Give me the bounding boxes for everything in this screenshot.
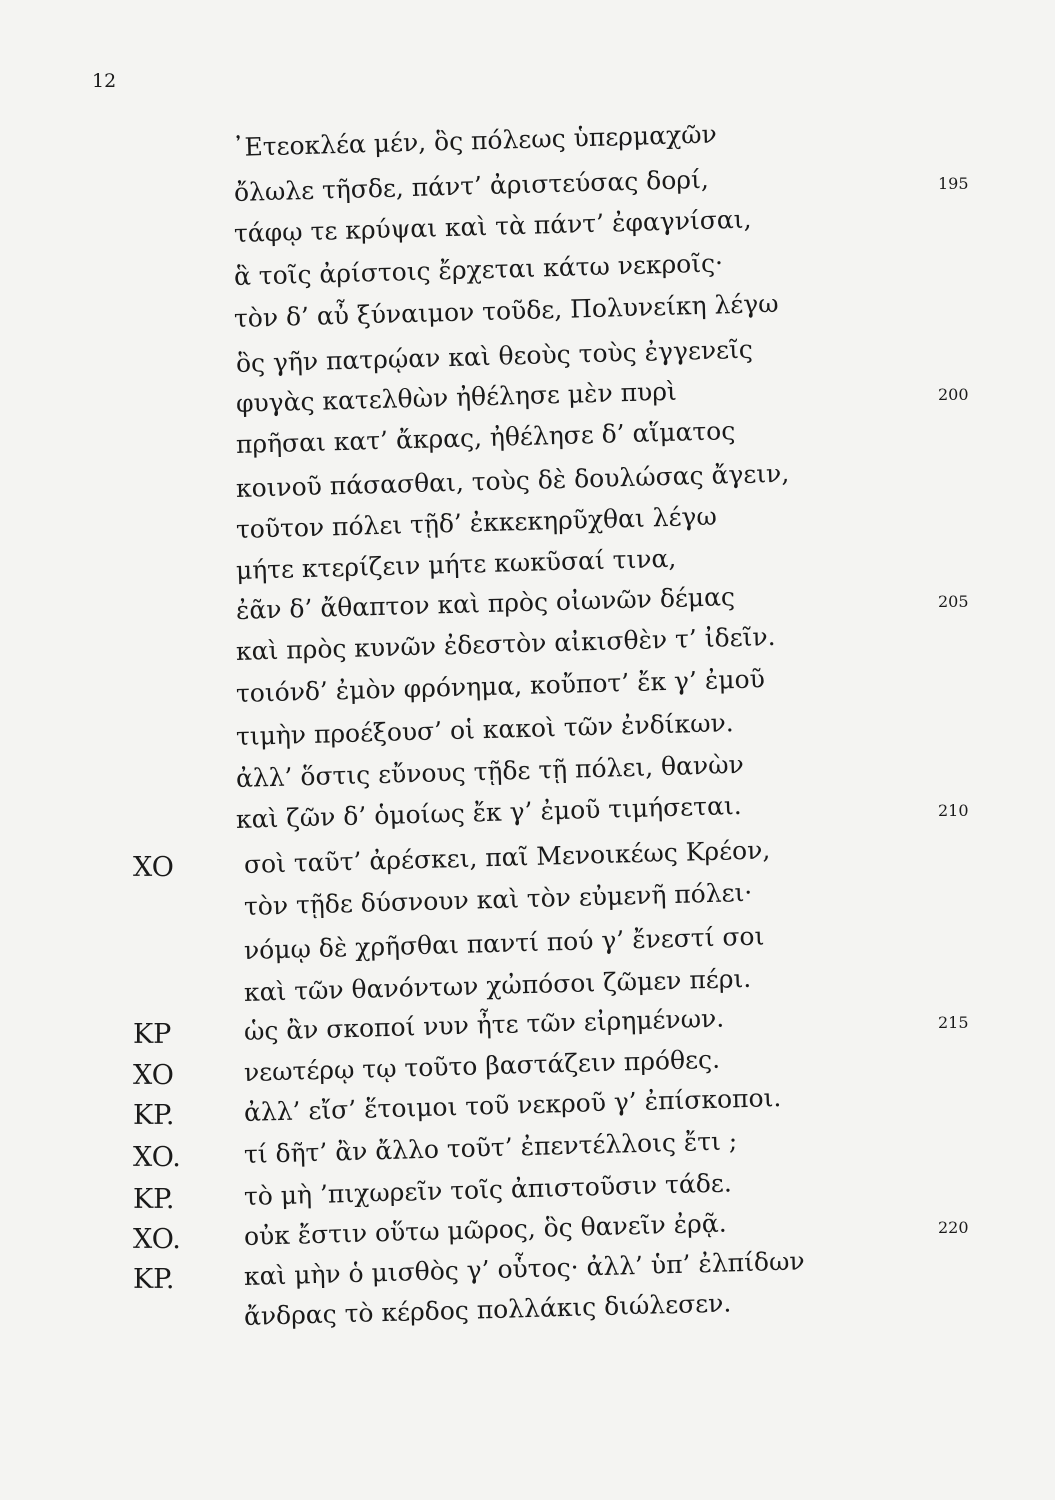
line-number: 200 bbox=[938, 385, 969, 404]
verse-line: κοινοῦ πάσασθαι, τοὺς δὲ δουλώσας ἄγειν, bbox=[235, 458, 790, 503]
verse-line: πρῆσαι κατ’ ἄκρας, ἠθέλησε δ’ αἵματος bbox=[235, 416, 736, 459]
verse-line: ἀλλ’ ὅστις εὔνους τῇδε τῇ πόλει, θανὼν bbox=[235, 749, 745, 793]
verse-line: τὸν τῇδε δύσνουν καὶ τὸν εὐμενῆ πόλει· bbox=[243, 877, 753, 921]
verse-line: ἐᾶν δ’ ἄθαπτον καὶ πρὸς οἰωνῶν δέμας bbox=[235, 582, 736, 625]
verse-line: τί δῆτ’ ἂν ἄλλο τοῦτ’ ἐπεντέλλοις ἔτι ; bbox=[243, 1126, 738, 1169]
speaker-label: KP. bbox=[133, 1184, 175, 1215]
speaker-label: KP. bbox=[133, 1264, 175, 1295]
speaker-label: XO. bbox=[133, 1142, 181, 1173]
verse-line: ᾿Ετεοκλέα μέν, ὃς πόλεως ὑπερμαχῶν bbox=[231, 119, 718, 162]
verse-line: ἄνδρας τὸ κέρδος πολλάκις διώλεσεν. bbox=[243, 1288, 732, 1331]
verse-line: τοιόνδ’ ἐμὸν φρόνημα, κοὔποτ’ ἔκ γ’ ἐμοῦ bbox=[235, 664, 766, 708]
verse-line: νόμῳ δὲ χρῆσθαι παντί πού γ’ ἔνεστί σοι bbox=[243, 921, 765, 965]
verse-line: τὸν δ’ αὖ ξύναιμον τοῦδε, Πολυνείκη λέγω bbox=[233, 288, 779, 333]
verse-line: τὸ μὴ ’πιχωρεῖν τοῖς ἀπιστοῦσιν τάδε. bbox=[243, 1168, 733, 1211]
speaker-label: KP bbox=[133, 1019, 172, 1050]
line-number: 210 bbox=[938, 801, 969, 820]
verse-line: ὡς ἂν σκοποί νυν ἦτε τῶν εἰρημένων. bbox=[243, 1003, 725, 1046]
verse-line: φυγὰς κατελθὼν ἠθέλησε μὲν πυρὶ bbox=[235, 376, 678, 418]
verse-line: μήτε κτερίζειν μήτε κωκῦσαί τινα, bbox=[235, 543, 677, 585]
line-number: 220 bbox=[938, 1218, 969, 1237]
page-number: 12 bbox=[92, 70, 117, 92]
verse-line: νεωτέρῳ τῳ τοῦτο βαστάζειν πρόθες. bbox=[243, 1044, 721, 1087]
verse-line: ἃ τοῖς ἀρίστοις ἔρχεται κάτω νεκροῖς· bbox=[233, 248, 724, 291]
verse-line: τιμὴν προέξουσ’ οἱ κακοὶ τῶν ἐνδίκων. bbox=[235, 708, 735, 751]
verse-line: καὶ ζῶν δ’ ὁμοίως ἔκ γ’ ἐμοῦ τιμήσεται. bbox=[235, 790, 742, 834]
verse-line: τοῦτον πόλει τῇδ’ ἐκκεκηρῦχθαι λέγω bbox=[235, 501, 718, 544]
verse-line: τάφῳ τε κρύψαι καὶ τὰ πάντ’ ἐφαγνίσαι, bbox=[233, 204, 752, 248]
verse-line: οὐκ ἔστιν οὕτω μῶρος, ὃς θανεῖν ἐρᾷ. bbox=[243, 1208, 727, 1251]
verse-line: σοὶ ταῦτ’ ἀρέσκει, παῖ Μενοικέως Κρέον, bbox=[243, 835, 771, 879]
speaker-label: XO bbox=[133, 1060, 174, 1091]
verse-line: καὶ πρὸς κυνῶν ἐδεστὸν αἰκισθὲν τ’ ἰδεῖν. bbox=[235, 621, 776, 666]
speaker-label: XO bbox=[133, 852, 174, 883]
verse-line: καὶ μὴν ὁ μισθὸς γ’ οὗτος· ἀλλ’ ὑπ’ ἐλπίδων bbox=[243, 1246, 805, 1291]
verse-line: καὶ τῶν θανόντων χὠπόσοι ζῶμεν πέρι. bbox=[243, 963, 752, 1007]
line-number: 205 bbox=[938, 592, 969, 611]
line-number: 195 bbox=[938, 174, 969, 193]
verse-line: ὄλωλε τῆσδε, πάντ’ ἀριστεύσας δορί, bbox=[233, 164, 710, 207]
speaker-label: XO. bbox=[133, 1224, 181, 1255]
verse-line: ὃς γῆν πατρῴαν καὶ θεοὺς τοὺς ἐγγενεῖς bbox=[235, 334, 754, 378]
verse-line: ἀλλ’ εἴσ’ ἕτοιμοι τοῦ νεκροῦ γ’ ἐπίσκοποι. bbox=[243, 1082, 782, 1127]
line-number: 215 bbox=[938, 1013, 969, 1032]
speaker-label: KP. bbox=[133, 1100, 175, 1131]
